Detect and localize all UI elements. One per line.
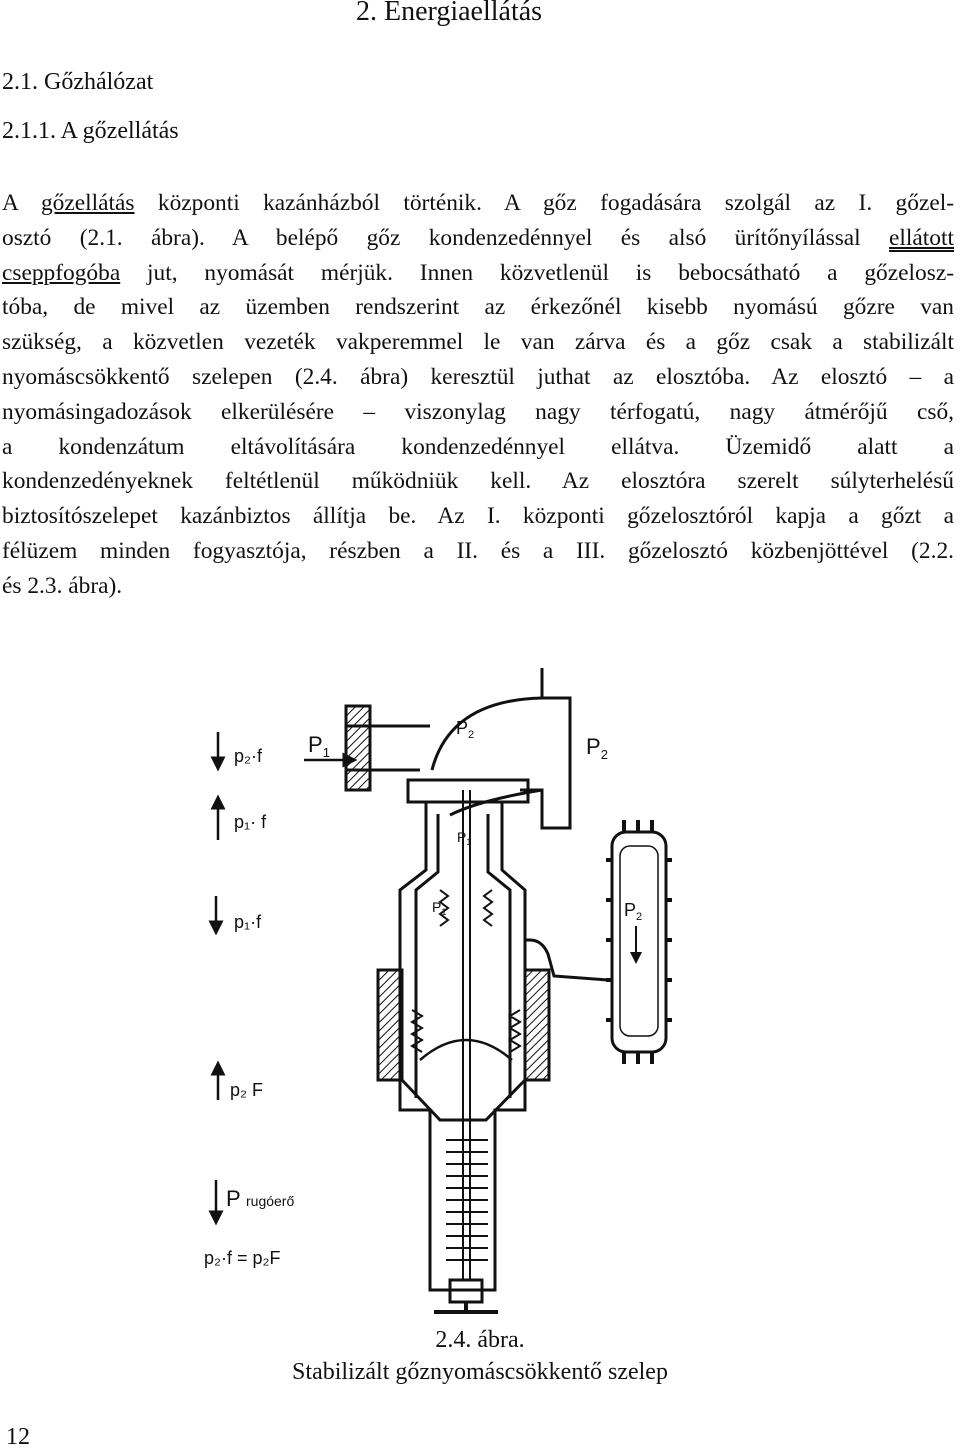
tank-pressure-label: $P_2$ — [624, 900, 643, 923]
force-label-spring-p: P — [226, 1186, 241, 1211]
mid-bellows — [412, 1010, 520, 1052]
paragraph-line: kondenzedényeknek feltétlenül működniük kell. Az elosztóra szerelt súlyterhelésű — [2, 468, 954, 495]
force-label-p2F: p₂ F — [230, 1080, 263, 1100]
force-label-spring-word: rugóerő — [246, 1193, 295, 1209]
lower-housing-right — [525, 970, 549, 1080]
inlet-flange — [346, 706, 370, 790]
lower-housing-left — [378, 970, 402, 1080]
tank-side-fittings — [606, 860, 672, 1020]
force-equation: p₂·f = p₂F — [204, 1248, 281, 1268]
subsection-title: 2.1.1. A gőzellátás — [2, 118, 179, 144]
paragraph-line: szükség, a közvetlen vezeték vakperemmel le van zárva és a gőz csak a stabilizált — [2, 329, 954, 356]
paragraph-line: a kondenzátum eltávolítására kondenzedénnyel ellátva. Üzemidő alatt a — [2, 433, 954, 460]
body-paragraph — [2, 186, 954, 604]
inlet-pressure-label: $P_1$ — [308, 732, 330, 760]
paragraph-line: biztosítószelepet kazánbiztos állítja be. Az I. központi gőzelosztóról kapja a gőzt a — [2, 503, 954, 530]
outlet-flange — [520, 668, 570, 828]
page-number: 12 — [6, 1424, 30, 1450]
paragraph-line: A gőzellátás központi kazánházból történik. A gőz fogadására szolgál az I. gőzel- — [2, 190, 954, 216]
lower-pressure-label: $P_1$ — [432, 899, 447, 917]
paragraph-line: nyomásingadozások elkerülésére – viszonylag nagy térfogatú, nagy átmérőjű cső, — [2, 398, 954, 425]
upper-chamber — [408, 780, 528, 802]
figure-number: 2.4. ábra. — [435, 1327, 525, 1353]
force-label-p2f: p₂·f — [234, 746, 262, 766]
force-label-p1f: p₁· f — [234, 812, 267, 832]
paragraph-line: nyomáscsökkentő szelepen (2.4. ábra) keresztül juthat az elosztóba. Az elosztó – a — [2, 363, 954, 390]
section-title: 2.1. Gőzhálózat — [2, 69, 154, 95]
adjust-handle — [434, 1302, 498, 1312]
paragraph-line: tóba, de mivel az üzemben rendszerint az érkezőnél kisebb nyomású gőzre van — [2, 294, 954, 321]
diaphragm — [420, 1040, 512, 1060]
valve-diagram — [150, 640, 790, 1330]
paragraph-line: osztó (2.1. ábra). A belépő gőz kondenzedénnyel és alsó ürítőnyílással ellátott — [2, 224, 954, 251]
spring-coil — [446, 1140, 488, 1260]
paragraph-line: cseppfogóba jut, nyomását mérjük. Innen közvetlenül is bebocsátható a gőzelosz- — [2, 259, 954, 286]
force-labels — [204, 732, 294, 1268]
paragraph-line: és 2.3. ábra). — [2, 572, 123, 599]
inner-pressure-label: $P_1$ — [457, 829, 472, 847]
outlet-curve — [432, 698, 542, 815]
chapter-title: 2. Energiaellátás — [356, 0, 543, 27]
tank-inner — [620, 846, 658, 1036]
tank-top-fittings — [624, 820, 652, 1064]
upper-bellows — [440, 890, 492, 926]
figure-caption: Stabilizált gőznyomáscsökkentő szelep — [292, 1359, 668, 1385]
force-label-p1f-2: p₁·f — [234, 912, 262, 932]
outlet-pressure-label: $P_2$ — [586, 734, 608, 762]
valve-body — [346, 668, 570, 1312]
top-pressure-label: $P_2$ — [456, 718, 475, 741]
paragraph-line: félüzem minden fogyasztója, részben a II. és a III. gőzelosztó közbenjöttével (2.2. — [2, 537, 954, 564]
